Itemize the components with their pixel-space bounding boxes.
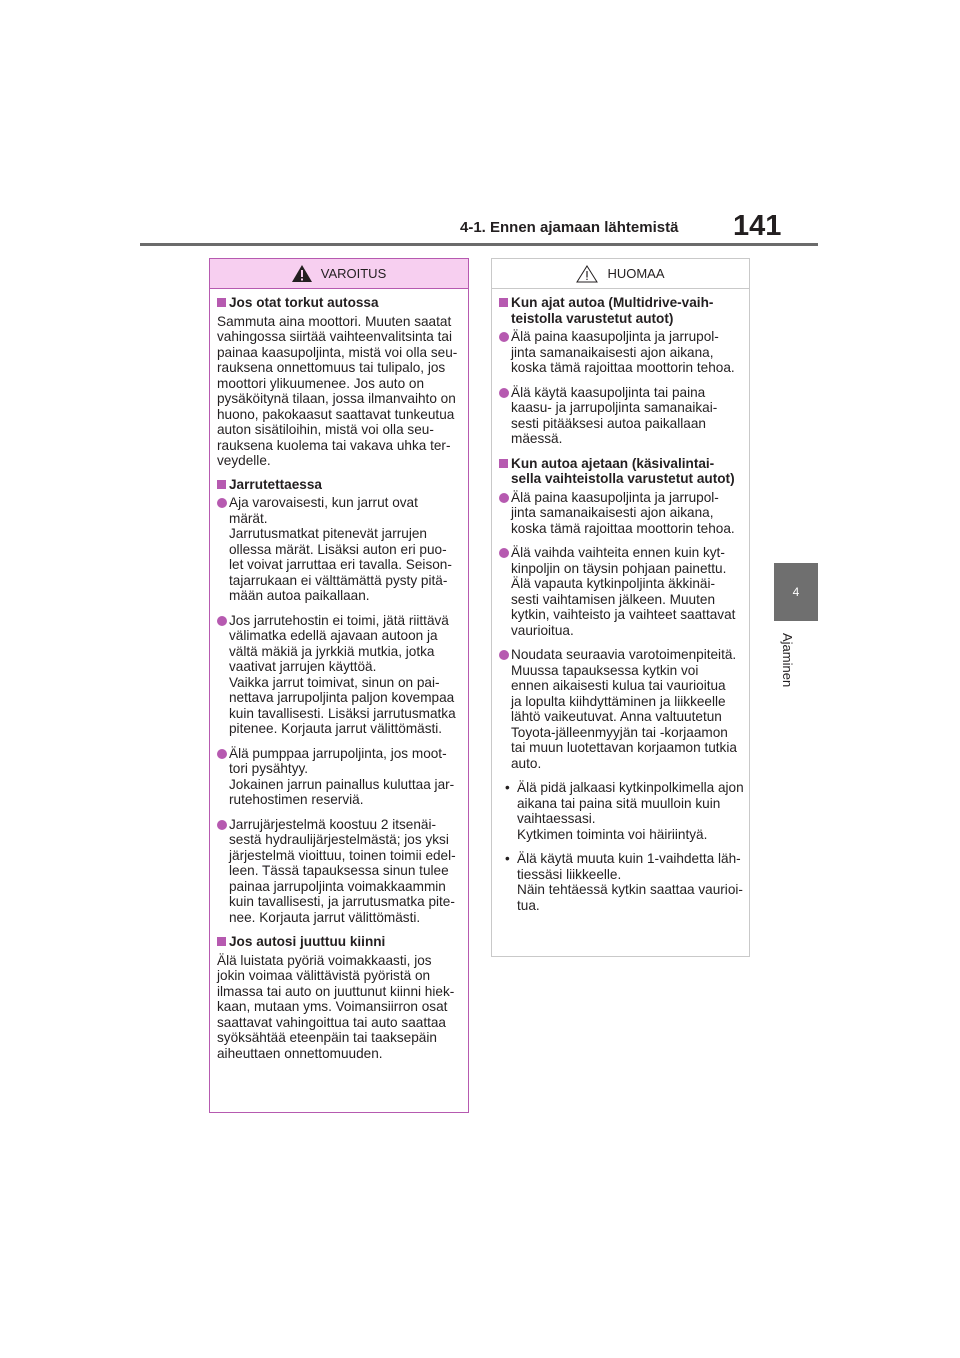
chapter-label	[780, 633, 807, 713]
list-item: Älä vaihda vaihteita ennen kuin kyt- kinpoljin on täysin pohjaan painettu. Älä vapauta kytkinpoljinta äkkinäi- sesti vaihtamisen jälkeen. Muuten kytkin, vaihteisto ja vaihteet saattavat vaurioitua.	[499, 545, 741, 638]
round-bullet-icon	[217, 616, 227, 626]
small-bullet-icon: •	[505, 780, 510, 795]
chapter-tab: 4	[774, 563, 818, 621]
round-bullet-icon	[499, 650, 509, 660]
square-bullet-icon	[499, 459, 508, 468]
warning-section-heading: Jos autosi juuttuu kiinni	[217, 934, 460, 950]
chapter-label-text: Ajaminen	[780, 633, 795, 688]
page-number: 141	[733, 210, 782, 242]
notice-box	[491, 258, 750, 957]
square-bullet-icon	[217, 937, 226, 946]
notice-body	[492, 289, 749, 913]
sub-bullet-item: • Älä pidä jalkaasi kytkinpolkimella ajon aikana tai paina sitä muulloin kuin vaihtaessasi. Kytkimen toiminta voi häiriintyä.	[505, 780, 744, 842]
small-bullet-icon: •	[505, 851, 510, 866]
list-item: Noudata seuraavia varotoimenpiteitä. Muussa tapauksessa kytkin voi ennen aikaisesti kulua tai vaurioitua ja lopulta kiihdyttäminen ja liikkeelle lähtö vaikeutuvat. Anna valtuutetun Toyota-jälleenmyyjän tai -korjaamon tai muun luotettavan korjaamon tutkia auto.	[499, 647, 741, 771]
notice-title: HUOMAA	[607, 266, 665, 281]
round-bullet-icon	[217, 820, 227, 830]
list-item: Jos jarrutehostin ei toimi, jätä riittävä välimatka edellä ajavaan autoon ja vältä mäkiä ja jyrkkiä mutkia, jotka vaativat jarrujen käyttöä. Vaikka jarrut toimivat, sinun on pai- nettava jarrupoljinta paljon kovempaa kuin tavallisesti. Lisäksi jarrutusmatka pitenee. Korjauta jarrut välittömästi.	[217, 613, 460, 737]
round-bullet-icon	[499, 332, 509, 342]
list-item: Älä paina kaasupoljinta ja jarrupol- jinta samanaikaisesti ajon aikana, koska tämä rajoittaa moottorin tehoa.	[499, 490, 741, 537]
warning-section-heading: Jarrutettaessa	[217, 477, 460, 493]
round-bullet-icon	[217, 498, 227, 508]
list-item: Jarrujärjestelmä koostuu 2 itsenäi- sestä hydraulijärjestelmästä; jos yksi järjestelmä vioittuu, toinen toimii edel- leen. Tässä tapauksessa sinun tulee painaa jarrupoljinta voimakkaammin kuin tavallisesti, ja jarrutusmatka pite- nee. Korjauta jarrut välittömästi.	[217, 817, 460, 926]
list-item: Älä paina kaasupoljinta ja jarrupol- jinta samanaikaisesti ajon aikana, koska tämä rajoittaa moottorin tehoa.	[499, 329, 741, 376]
notice-section-heading: Kun autoa ajetaan (käsivalintai- sella vaihteistolla varustetut autot)	[499, 456, 741, 487]
warning-triangle-icon	[292, 265, 312, 282]
notice-section-heading: Kun ajat autoa (Multidrive-vaih- teistolla varustetut autot)	[499, 295, 741, 326]
list-item: Älä pumppaa jarrupoljinta, jos moot- tori pysähtyy. Jokainen jarrun painallus kuluttaa jar- rutehostimen reserviä.	[217, 746, 460, 808]
list-item: Älä käytä kaasupoljinta tai paina kaasu- ja jarrupoljinta samanaikai- sesti pitääksesi autoa paikallaan mäessä.	[499, 385, 741, 447]
warning-section-heading: Jos otat torkut autossa	[217, 295, 460, 311]
warning-box	[209, 258, 469, 1113]
list-item: Aja varovaisesti, kun jarrut ovat märät. Jarrutusmatkat pitenevät jarrujen ollessa märät. Lisäksi auton eri puo- let voivat jarruttaa eri tavalla. Seison- tajarrukaan ei välttämättä pysty pitä- mään autoa paikallaan.	[217, 495, 460, 604]
warning-paragraph: Sammuta aina moottori. Muuten saatat vahingossa siirtää vaihteenvalitsinta tai painaa kaasupoljinta, mistä voi olla seu- rauksena onnettomuus tai tulipalo, jos moottori ylikuumenee. Jos auto on pysäköitynä tilaan, jossa ilmanvaihto on huono, pakokaasut saattavat tunkeutua auton sisätiloihin, mistä voi olla seu- rauksena kuolema tai vakava uhka ter- veydelle.	[217, 313, 458, 468]
caution-triangle-icon	[576, 265, 598, 283]
warning-body	[210, 289, 468, 1061]
warning-header	[210, 259, 468, 289]
square-bullet-icon	[499, 298, 508, 307]
header-divider	[140, 243, 818, 246]
sub-bullet-item: • Älä käytä muuta kuin 1-vaihdetta läh- tiessäsi liikkeelle. Näin tehtäessä kytkin saattaa vaurioi- tua.	[505, 851, 743, 913]
round-bullet-icon	[217, 749, 227, 759]
round-bullet-icon	[499, 493, 509, 503]
notice-header	[492, 259, 749, 289]
square-bullet-icon	[217, 298, 226, 307]
warning-paragraph: Älä luistata pyöriä voimakkaasti, jos jokin voimaa välittävistä pyöristä on ilmassa tai auto on juuttunut kiinni hiek- kaan, mutaan yms. Voimansiirron osat saattavat vahingoittua tai auto saattaa syöksähtää eteenpäin tai taaksepäin aiheuttaen onnettomuuden.	[217, 952, 455, 1061]
square-bullet-icon	[217, 480, 226, 489]
warning-title: VAROITUS	[320, 266, 387, 281]
header-title: 4-1. Ennen ajamaan lähtemistä	[460, 219, 679, 236]
round-bullet-icon	[499, 548, 509, 558]
round-bullet-icon	[499, 388, 509, 398]
